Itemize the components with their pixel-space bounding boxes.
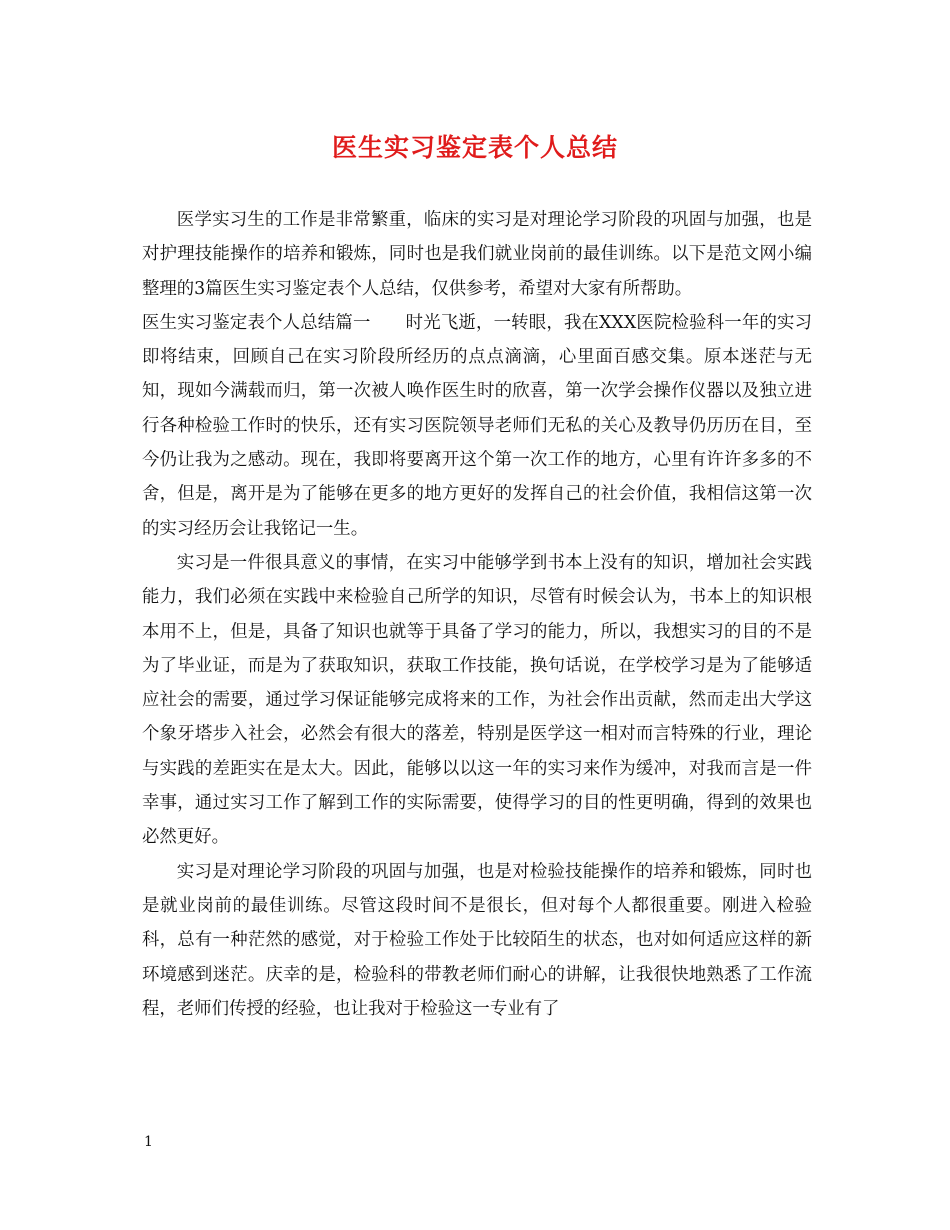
document-body: [142, 203, 812, 1026]
internship-meaning-paragraph: 实习是一件很具意义的事情，在实习中能够学到书本上没有的知识，增加社会实践能力，我们必须在实践中来检验自己所学的知识，尽管有时候会认为，书本上的知识根本用不上，但是，具备了知识也就等于具备了学习的能力，所以，我想实习的目的不是为了毕业证，而是为了获取知识，获取工作技能，换句话说，在学校学习是为了能够适应社会的需要，通过学习保证能够完成将来的工作，为社会作出贡献，然而走出大学这个象牙塔步入社会，必然会有很大的落差，特别是医学这一相对而言特殊的行业，理论与实践的差距实在是太大。因此，能够以以这一年的实习来作为缓冲，对我而言是一件幸事，通过实习工作了解到工作的实际需要，使得学习的目的性更明确，得到的效果也必然更好。: [142, 552, 812, 848]
page-number: 1: [144, 1134, 153, 1150]
internship-training-paragraph: 实习是对理论学习阶段的巩固与加强，也是对检验技能操作的培养和锻炼，同时也是就业岗前的最佳训练。尽管这段时间不是很长，但对每个人都很重要。刚进入检验科，总有一种茫然的感觉，对于检验工作处于比较陌生的状态，也对如何适应这样的新环境感到迷茫。庆幸的是，检验科的带教老师们耐心的讲解，让我很快地熟悉了工作流程，老师们传授的经验，也让我对于检验这一专业有了: [142, 861, 812, 1019]
section-one-paragraph: 医生实习鉴定表个人总结篇一 时光飞逝，一转眼，我在XXX医院检验科一年的实习即将结束，回顾自己在实习阶段所经历的点点滴滴，心里面百感交集。原本迷茫与无知，现如今满载而归，第一次被人唤作医生时的欣喜，第一次学会操作仪器以及独立进行各种检验工作时的快乐，还有实习医院领导老师们无私的关心及教导仍历历在目，至今仍让我为之感动。现在，我即将要离开这个第一次工作的地方，心里有许许多多的不舍，但是，离开是为了能够在更多的地方更好的发挥自己的社会价值，我相信这第一次的实习经历会让我铭记一生。: [142, 312, 812, 539]
document-title: 医生实习鉴定表个人总结: [331, 133, 618, 162]
intro-paragraph: 医学实习生的工作是非常繁重，临床的实习是对理论学习阶段的巩固与加强，也是对护理技能操作的培养和锻炼，同时也是我们就业岗前的最佳训练。以下是范文网小编整理的3篇医生实习鉴定表个人总结，仅供参考，希望对大家有所帮助。: [142, 210, 812, 299]
